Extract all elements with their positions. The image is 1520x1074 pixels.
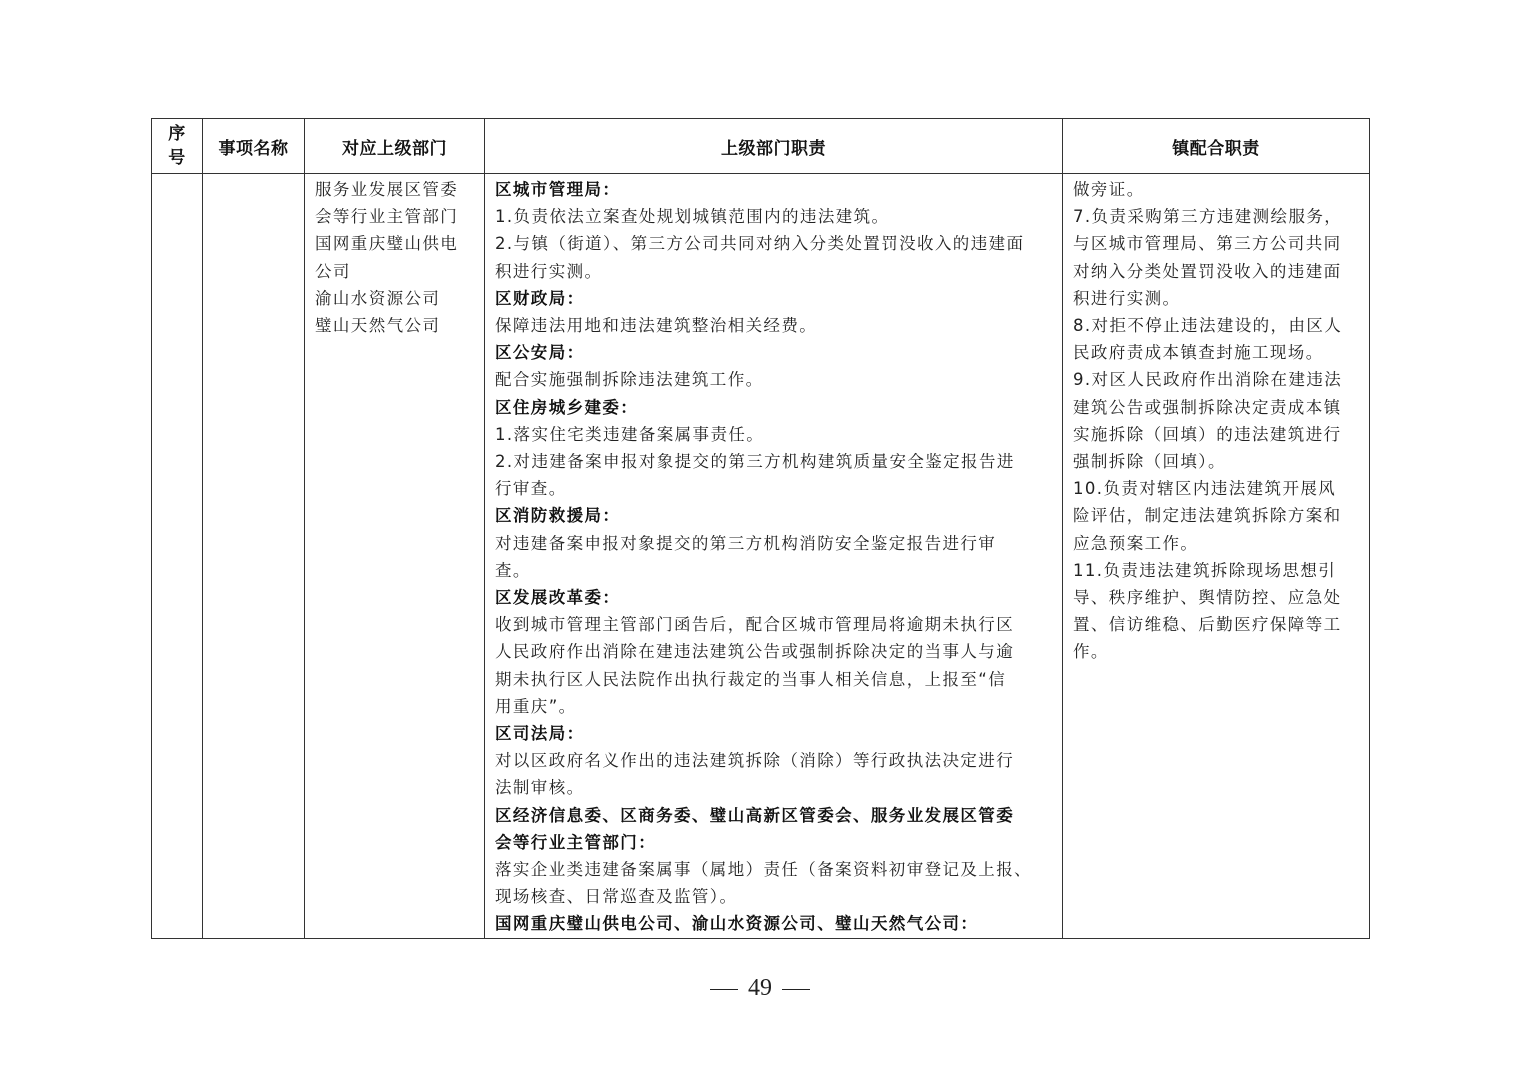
upper-dept-line: 渝山水资源公司 [315, 288, 441, 308]
cell-seq [152, 174, 203, 939]
upper-dept-line: 璧山天然气公司 [315, 316, 441, 336]
upper-duty-line: 现场核查、日常巡查及监管）。 [495, 887, 738, 907]
upper-dept-line: 国网重庆璧山供电 [315, 234, 459, 254]
upper-duty-line: 保障违法用地和违法建筑整治相关经费。 [495, 316, 818, 336]
town-duty-line: 导、秩序维护、舆情防控、应急处 [1073, 588, 1342, 608]
town-duty-line: 对纳入分类处置罚没收入的违建面 [1073, 261, 1342, 281]
town-duty-line: 8.对拒不停止违法建设的，由区人 [1073, 316, 1343, 336]
upper-duty-line: 行审查。 [495, 479, 567, 499]
upper-duty-line: 1.负责依法立案查处规划城镇范围内的违法建筑。 [495, 207, 890, 227]
header-seq [152, 119, 203, 174]
header-upper-duty: 上级部门职责 [485, 119, 1063, 174]
header-upper-dept: 对应上级部门 [305, 119, 485, 174]
upper-duty-line: 区发展改革委： [495, 588, 621, 608]
footer-dash-left [710, 989, 738, 990]
town-duty-list [1063, 174, 1369, 666]
town-duty-line: 积进行实测。 [1073, 288, 1181, 308]
upper-duty-line: 区财政局： [495, 288, 585, 308]
footer-dash-right [782, 989, 810, 990]
town-duty-line: 民政府责成本镇查封施工现场。 [1073, 343, 1324, 363]
upper-duty-line: 2.与镇（街道）、第三方公司共同对纳入分类处置罚没收入的违建面 [495, 234, 1025, 254]
upper-duty-line: 落实企业类违建备案属事（属地）责任（备案资料初审登记及上报、 [495, 860, 1032, 880]
upper-duty-line: 会等行业主管部门： [495, 832, 657, 852]
upper-duty-line: 查。 [495, 560, 531, 580]
upper-duty-line: 区司法局： [495, 724, 585, 744]
cell-item-name [203, 174, 305, 939]
upper-duty-line: 配合实施强制拆除违法建筑工作。 [495, 370, 764, 390]
upper-duty-line: 法制审核。 [495, 778, 585, 798]
upper-duty-line: 期未执行区人民法院作出执行裁定的当事人相关信息，上报至“信 [495, 669, 1007, 689]
town-duty-line: 7.负责采购第三方违建测绘服务， [1073, 207, 1343, 227]
town-duty-line: 险评估，制定违法建筑拆除方案和 [1073, 506, 1342, 526]
upper-dept-line: 公司 [315, 261, 351, 281]
upper-duty-line: 区公安局： [495, 343, 585, 363]
town-duty-line: 作。 [1073, 642, 1109, 662]
cell-town-duty [1063, 174, 1370, 939]
town-duty-line: 9.对区人民政府作出消除在建违法 [1073, 370, 1343, 390]
upper-duty-line: 积进行实测。 [495, 261, 603, 281]
town-duty-line: 强制拆除（回填）。 [1073, 452, 1226, 472]
page-number: 49 [748, 975, 772, 1001]
town-duty-line: 实施拆除（回填）的违法建筑进行 [1073, 424, 1342, 444]
upper-duty-line: 人民政府作出消除在建违法建筑公告或强制拆除决定的当事人与逾 [495, 642, 1015, 662]
town-duty-line: 建筑公告或强制拆除决定责成本镇 [1073, 397, 1342, 417]
town-duty-line: 做旁证。 [1073, 180, 1145, 199]
upper-dept-line: 服务业发展区管委 [315, 180, 459, 199]
upper-duty-line: 国网重庆璧山供电公司、渝山水资源公司、璧山天然气公司： [495, 914, 979, 934]
upper-duty-list [485, 174, 1062, 938]
upper-duty-line: 区消防救援局： [495, 506, 621, 526]
table-header-row [152, 119, 1370, 174]
upper-dept-line: 会等行业主管部门 [315, 207, 459, 227]
upper-duty-line: 对以区政府名义作出的违法建筑拆除（消除）等行政执法决定进行 [495, 751, 1015, 771]
town-duty-line: 应急预案工作。 [1073, 533, 1199, 553]
upper-duty-line: 区城市管理局： [495, 180, 621, 199]
upper-duty-line: 对违建备案申报对象提交的第三方机构消防安全鉴定报告进行审 [495, 533, 997, 553]
responsibility-table [151, 118, 1370, 939]
upper-duty-line: 2.对违建备案申报对象提交的第三方机构建筑质量安全鉴定报告进 [495, 452, 1015, 472]
upper-dept-list [305, 174, 484, 339]
upper-duty-line: 区住房城乡建委： [495, 397, 639, 417]
upper-duty-line: 用重庆”。 [495, 696, 577, 716]
upper-duty-line: 收到城市管理主管部门函告后，配合区城市管理局将逾期未执行区 [495, 615, 1015, 635]
table-row [152, 174, 1370, 939]
header-town-duty: 镇配合职责 [1063, 119, 1370, 174]
cell-upper-dept [305, 174, 485, 939]
page-footer [0, 975, 1520, 1002]
town-duty-line: 与区城市管理局、第三方公司共同 [1073, 234, 1342, 254]
header-seq-line1: 序 [168, 124, 186, 144]
town-duty-line: 10.负责对辖区内违法建筑开展风 [1073, 479, 1337, 499]
town-duty-line: 置、信访维稳、后勤医疗保障等工 [1073, 615, 1342, 635]
upper-duty-line: 1.落实住宅类违建备案属事责任。 [495, 424, 765, 444]
cell-upper-duty [485, 174, 1063, 939]
upper-duty-line: 区经济信息委、区商务委、璧山高新区管委会、服务业发展区管委 [495, 805, 1015, 825]
header-seq-line2: 号 [168, 148, 186, 168]
header-item-name: 事项名称 [203, 119, 305, 174]
town-duty-line: 11.负责违法建筑拆除现场思想引 [1073, 560, 1337, 580]
